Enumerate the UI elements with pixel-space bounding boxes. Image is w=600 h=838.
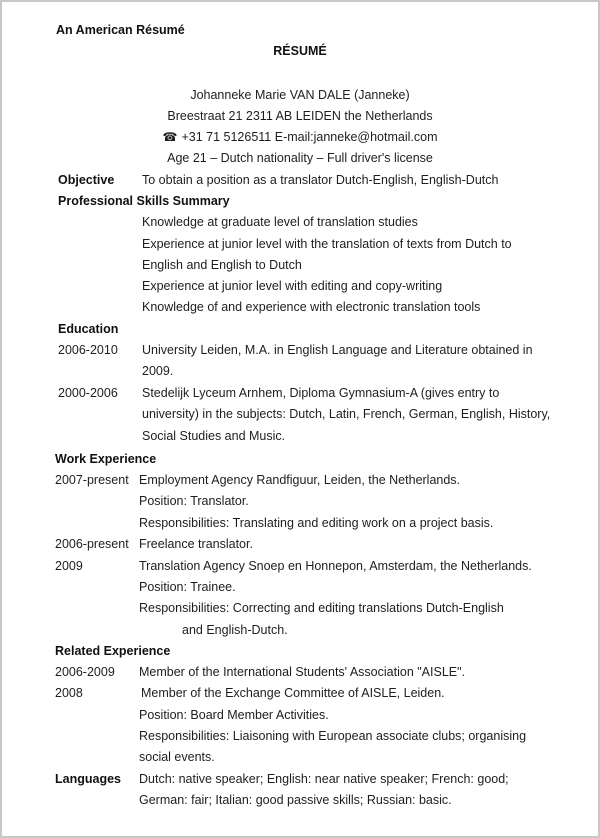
related-years: 2008 [55, 686, 83, 700]
related-years: 2006-2009 [55, 665, 115, 679]
phone-email-text: +31 71 5126511 E-mail:janneke@hotmail.com [181, 130, 438, 144]
skill-line: Knowledge of and experience with electronic translation tools [142, 300, 481, 314]
work-years: 2009 [55, 559, 83, 573]
work-years: 2006-present [55, 537, 129, 551]
document-header: An American Résumé [56, 23, 185, 37]
work-line: Freelance translator. [139, 537, 253, 551]
work-line: and English-Dutch. [182, 623, 288, 637]
education-heading: Education [58, 322, 119, 336]
languages-line: Dutch: native speaker; English: near native speaker; French: good; [139, 772, 509, 786]
work-line: Position: Translator. [139, 494, 249, 508]
resume-title: RÉSUMÉ [273, 44, 327, 58]
skill-line: English and English to Dutch [142, 258, 302, 272]
related-line: Member of the Exchange Committee of AISLE, Leiden. [141, 686, 445, 700]
contact-address: Breestraat 21 2311 AB LEIDEN the Netherlands [167, 109, 433, 123]
related-line: Member of the International Students' Association "AISLE". [139, 665, 466, 679]
contact-phone-email [2, 130, 598, 144]
skill-line: Knowledge at graduate level of translation studies [142, 215, 418, 229]
phone-icon: ☎ [162, 130, 178, 144]
education-line: University Leiden, M.A. in English Language and Literature obtained in [142, 343, 533, 357]
work-line: Responsibilities: Correcting and editing translations Dutch-English [139, 601, 504, 615]
related-line: Responsibilities: Liaisoning with European associate clubs; organising [139, 729, 527, 743]
education-line: Social Studies and Music. [142, 429, 286, 443]
work-line: Responsibilities: Translating and editing work on a project basis. [139, 516, 494, 530]
skill-line: Experience at junior level with the translation of texts from Dutch to [142, 237, 512, 251]
objective-heading: Objective [58, 173, 115, 187]
related-line: Position: Board Member Activities. [139, 708, 329, 722]
education-years: 2000-2006 [58, 386, 118, 400]
skill-line: Experience at junior level with editing and copy-writing [142, 279, 443, 293]
work-line: Translation Agency Snoep en Honnepon, Amsterdam, the Netherlands. [139, 559, 532, 573]
related-line: social events. [139, 750, 215, 764]
education-line: Stedelijk Lyceum Arnhem, Diploma Gymnasium-A (gives entry to [142, 386, 500, 400]
languages-line: German: fair; Italian: good passive skills; Russian: basic. [139, 793, 452, 807]
work-line: Employment Agency Randfiguur, Leiden, the Netherlands. [139, 473, 461, 487]
work-line: Position: Trainee. [139, 580, 236, 594]
education-line: 2009. [142, 364, 174, 378]
work-years: 2007-present [55, 473, 129, 487]
skills-heading: Professional Skills Summary [58, 194, 230, 208]
languages-heading: Languages [55, 772, 121, 786]
related-heading: Related Experience [55, 644, 171, 658]
contact-personal: Age 21 – Dutch nationality – Full driver's license [167, 151, 433, 165]
education-years: 2006-2010 [58, 343, 118, 357]
objective-text: To obtain a position as a translator Dutch-English, English-Dutch [142, 173, 499, 187]
contact-name: Johanneke Marie VAN DALE (Janneke) [190, 88, 410, 102]
education-line: university) in the subjects: Dutch, Latin, French, German, English, History, [142, 407, 551, 421]
work-heading: Work Experience [55, 452, 157, 466]
